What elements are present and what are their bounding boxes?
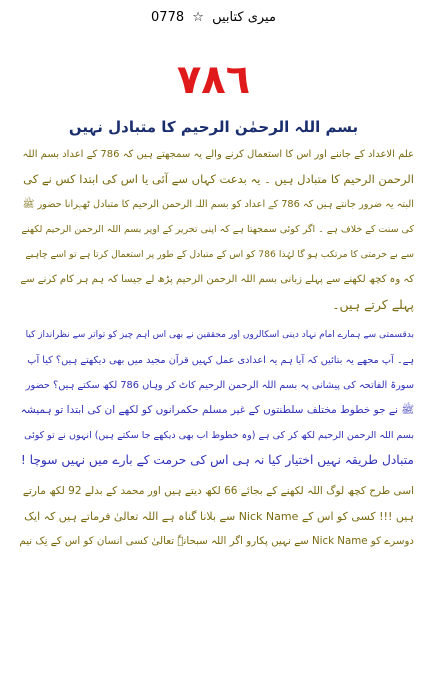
article-title: بسم اللہ الرحمٰن الرحیم کا متبادل نہیں — [68, 118, 359, 136]
text-line: الرحمن الرحیم کا متبادل ہیں ۔ یہ بدعت کہاں سے آئی یا اس کی ابتدا کس نے کی — [23, 172, 414, 186]
logo-786: ٧٨٦ — [176, 57, 251, 103]
text-line: بسم اللہ الرحمن الرحیم لکھ کر کی ہے (وہ خطوط اب بھی دیکھے جا سکتے ہیں) انہوں نے تو کوئی — [24, 430, 414, 441]
text-line: علم الاعداد کے جاننے اور اس کا استعمال کرنے والے یہ سمجھتے ہیں کہ 786 کے اعداد بسم اللہ — [22, 149, 414, 160]
text-line: پہلے کرتے ہیں۔ — [332, 297, 414, 312]
text-line: ہے۔ آپ مجھے یہ بتائیں کہ آیا ہم یہ اعدادی عمل کہیں قرآن مجید میں بھی دیکھتے ہیں؟ کیا آپ — [27, 355, 414, 366]
text-line: البتہ یہ ضرور جانتے ہیں کہ 786 کے اعداد کو بسم اللہ الرحمن الرحیم کا متبادل ٹھہرانا حضور ﷺ — [22, 199, 414, 210]
site-name: میری کتابیں — [212, 10, 276, 25]
text-line: ہیں !!! کسی کو اس کے Nick Name سے بلانا گناہ ہے اللہ تعالیٰ فرماتے ہیں کہ ایک — [24, 510, 414, 523]
text-line: کہ وہ کچھ لکھنے سے پہلے زبانی بسم اللہ الرحمن الرحیم پڑھ لے جیسا کہ ہم ہر کام کرنے سے — [20, 274, 414, 285]
text-line: ﷺ نے جو خطوط مختلف سلطنتوں کے غیر مسلم حکمرانوں کو لکھے ان کی ابتدا تو ہمیشہ — [20, 404, 414, 416]
paragraph — [18, 479, 414, 554]
paragraph — [18, 142, 414, 317]
page-header — [0, 10, 427, 25]
text-line: کی سنت کے خلاف ہے ۔ اگر کوئی سمجھتا ہے کہ اپنی تحریر کے اوپر بسم اللہ الرحمن الرحیم لکھنے — [21, 224, 414, 235]
text-line: سورۃ الفاتحہ کی پیشانی پہ بسم اللہ الرحمن الرحیم کاٹ کر وہاں 786 لکھ سکتے ہیں؟ حضور — [25, 380, 414, 391]
text-line: اسی طرح کچھ لوگ اللہ لکھنے کے بجائے 66 لکھ دیتے ہیں اور محمد کے بدلے 92 لکھ مارتے — [22, 485, 414, 497]
article-body — [18, 142, 414, 560]
paragraph — [18, 323, 414, 473]
page-number: 0778 — [151, 10, 185, 25]
text-line: متبادل طریقہ نہیں اختیار کیا نہ ہی اس کی حرمت کے بارے میں نہیں سوچا ! — [20, 453, 414, 467]
text-line: سے بے حرمتی کا مرتکب ہو گا لہٰذا 786 کو اس کے متبادل کے طور پر استعمال کرتا ہے تو اسے چاہیے — [25, 249, 414, 260]
text-line: دوسرے کو Nick Name سے نہیں پکارو اگر اللہ سبحانہٗ تعالیٰ کسی انسان کو اس کے نِک نیم — [19, 535, 414, 547]
star-icon: ☆ — [192, 10, 204, 25]
text-line: بدقسمتی سے ہمارے امام نہاد دینی اسکالروں اور محققین نے بھی اس اہم چیز کو تواتر سے نظرانداز کیا — [25, 330, 414, 340]
